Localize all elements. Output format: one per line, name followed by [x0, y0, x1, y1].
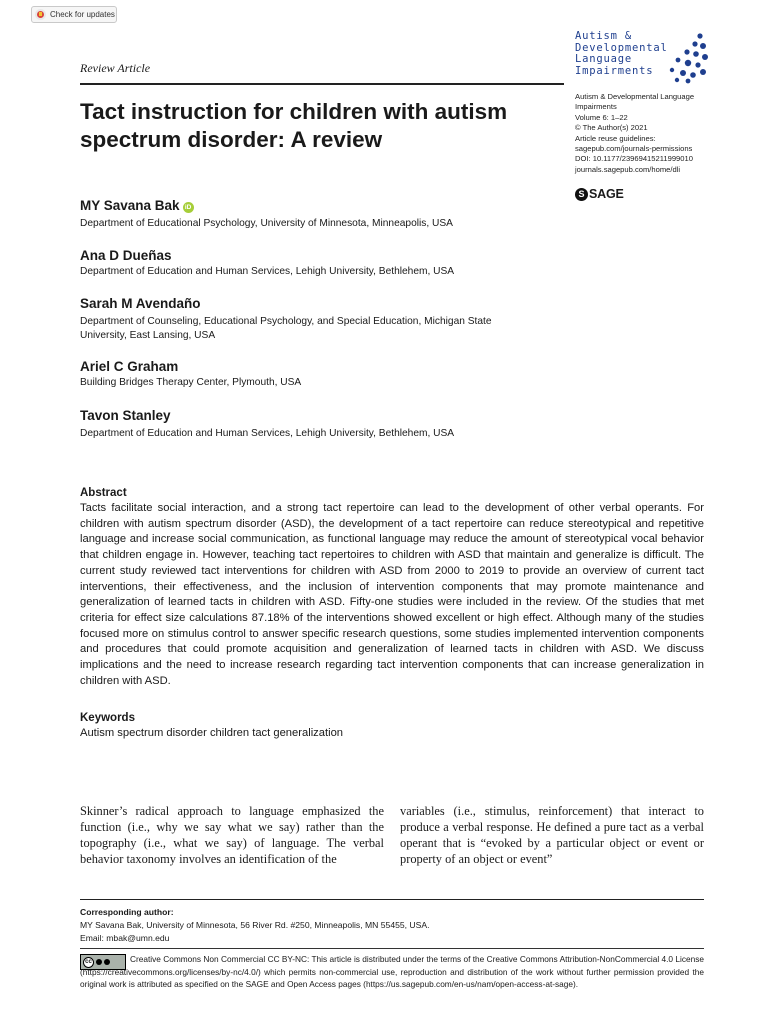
abstract-heading: Abstract	[80, 487, 127, 499]
license-text	[80, 953, 704, 991]
meta-copyright: © The Author(s) 2021	[575, 123, 648, 133]
article-type-label: Review Article	[80, 61, 151, 75]
crossmark-icon	[35, 9, 46, 20]
check-for-updates-label: Check for updates	[50, 10, 115, 19]
author-name: Ana D Dueñas	[80, 248, 172, 263]
author-affiliation: Department of Education and Human Services, Lehigh University, Bethlehem, USA	[80, 266, 455, 277]
journal-logo-line: Impairments	[575, 64, 654, 77]
license-divider	[80, 948, 704, 949]
author-name: Tavon Stanley	[80, 408, 171, 423]
author-affiliation: Department of Education and Human Services, Lehigh University, Bethlehem, USA	[80, 428, 455, 439]
check-for-updates-button[interactable]	[31, 6, 117, 23]
corresponding-author-address: MY Savana Bak, University of Minnesota, 56 River Rd. #250, Minneapolis, MN 55455, USA.	[80, 920, 430, 930]
sage-wordmark: SAGE	[589, 187, 624, 201]
journal-logo-line: Autism &	[575, 30, 632, 42]
cc-circle-icon: cc	[83, 957, 94, 968]
author-name: Sarah M Avendaño	[80, 296, 201, 311]
meta-journal-link[interactable]: journals.sagepub.com/home/dli	[575, 164, 681, 174]
author-affiliation: Building Bridges Therapy Center, Plymouth, USA	[80, 377, 302, 388]
footer-divider	[80, 899, 704, 900]
license-text-content: Creative Commons Non Commercial CC BY-NC: This article is distributed under the terms of the Creative Commons Attribution-NonCommercial 4.0 License (https://creativecommons.org/licenses/by-nc/4.0/) which permits non-commercial use, reproduction and distribution of the work without further permission provided the original work is attributed as specified on the SAGE and Open Access pages (https://us.sagepub.com/en-us/nam/open-access-at-sage).	[80, 954, 704, 990]
author-affiliation: Department of Educational Psychology, University of Minnesota, Minneapolis, USA	[80, 218, 453, 229]
header-divider	[80, 83, 564, 85]
abstract-text: Tacts facilitate social interaction, and a strong tact repertoire can lead to the development of other verbal operants. For children with autism spectrum disorder (ASD), the development of a tact repertoire can reduce stereotypical and repetitive language and increase social communication, as functional language may reduce the amount of stereotypical vocal behavior that children engage in. However, teaching tact repertoires to children with ASD that maintain and generalize is difficult. The current study reviewed tact interventions for children with ASD from 2000 to 2019 to provide an overview of current tact interventions, their effectiveness, and the inclusion of intervention components that may promote maintenance and generalization of learned tacts in children with ASD. Fifty-one studies were included in the review. Of the studies that met criteria for effect size calculations 87.18% of the interventions showed excellent or high effect. Although many of the studies focused more on stimulus control to answer specific research questions, some studies implemented intervention components and procedures that could promote acquisition and generalization of learned tacts in children with ASD. We discuss implications and the need to increase research regarding tact intervention components that can increase generalization in children with ASD.	[80, 502, 704, 687]
article-title: Tact instruction for children with autism spectrum disorder: A review	[80, 99, 508, 152]
keywords-heading: Keywords	[80, 712, 135, 724]
sage-s-icon: S	[575, 188, 588, 201]
meta-volume: Volume 6: 1–22	[575, 112, 628, 122]
meta-journal-line: Autism & Developmental Language	[575, 92, 695, 101]
corresponding-author-heading: Corresponding author:	[80, 907, 174, 917]
journal-logo-dots-icon	[664, 32, 712, 84]
article-metadata	[575, 92, 735, 175]
author-name	[80, 198, 194, 213]
author-affiliation: Department of Counseling, Educational Psychology, and Special Education, Michigan State University, East Lansing, USA	[80, 316, 492, 341]
body-column-right: variables (i.e., stimulus, reinforcement) that interact to produce a verbal response. He defined a pure tact as a verbal operant that is “evoked by a particular object or event or property of an object or event”	[400, 804, 704, 866]
meta-permissions-link[interactable]: sagepub.com/journals-permissions	[575, 144, 693, 154]
meta-reuse-heading: Article reuse guidelines:	[575, 133, 656, 143]
journal-logo-line: Developmental	[575, 41, 668, 54]
orcid-icon[interactable]: iD	[183, 202, 194, 213]
author-name-text: MY Savana Bak	[80, 198, 180, 213]
keywords-text: Autism spectrum disorder children tact generalization	[80, 727, 344, 739]
author-name: Ariel C Graham	[80, 359, 179, 374]
corresponding-author-email[interactable]: Email: mbak@umn.edu	[80, 933, 170, 943]
sage-logo	[575, 187, 624, 201]
journal-logo-line: Language	[575, 53, 632, 65]
body-column-left: Skinner’s radical approach to language emphasized the function (i.e., why we say what we say) rather than the topography (i.e., what we say) of language. The verbal behavior taxonomy involves an identification of the	[80, 804, 384, 866]
meta-doi[interactable]: DOI: 10.1177/23969415211999010	[575, 154, 693, 164]
meta-journal-line: Impairments	[575, 102, 617, 112]
